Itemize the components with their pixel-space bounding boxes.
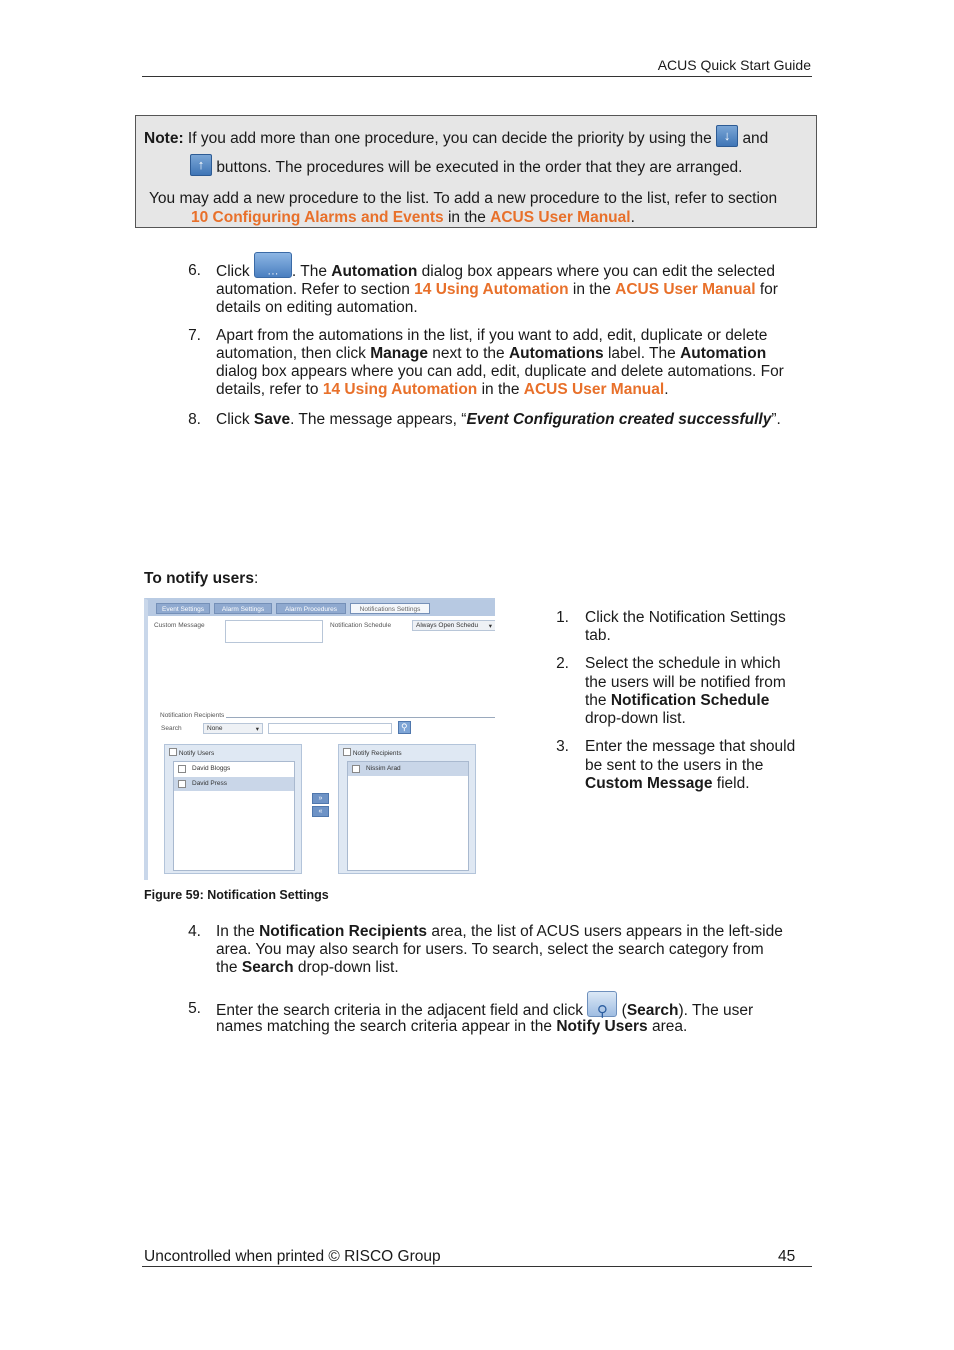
custom-message-field[interactable]: [225, 620, 323, 643]
side-step-2-line-3: the Notification Schedule: [585, 692, 770, 709]
step-4-line-1: In the Notification Recipients area, the list of ACUS users appears in the left-side: [216, 923, 783, 940]
tab-bar: [148, 600, 495, 616]
step-7-line-1: Apart from the automations in the list, if you want to add, edit, duplicate or delete: [216, 327, 768, 344]
side-step-3-line-2: be sent to the users in the: [585, 757, 764, 774]
step-6-line-3: details on editing automation.: [216, 299, 418, 316]
step-4-line-2: area. You may also search for users. To search, select the search category from: [216, 941, 764, 958]
note-label: Note:: [144, 130, 184, 147]
user-checkbox[interactable]: [178, 780, 186, 788]
notification-recipients-label: Notification Recipients: [160, 712, 225, 719]
tab-notification-settings[interactable]: Notifications Settings: [350, 603, 430, 614]
figure-caption: Figure 59: Notification Settings: [144, 888, 329, 902]
notify-users-panel: [164, 744, 302, 874]
note-line-4: 10 Configuring Alarms and Events in the ACUS User Manual.: [191, 209, 635, 226]
list-item[interactable]: Nissim Arad: [348, 762, 468, 776]
note-line-2: ↑ buttons. The procedures will be executed in the order that they are arranged.: [190, 154, 743, 177]
notify-users-header: Notify Users: [169, 748, 214, 757]
side-step-3-line-1: Enter the message that should: [585, 738, 796, 755]
step-number: 2.: [556, 655, 569, 672]
step-number: 1.: [556, 609, 569, 626]
chevron-down-icon: ▾: [488, 623, 492, 630]
move-up-icon: ↑: [190, 154, 212, 176]
step-number: 7.: [188, 327, 201, 344]
link-configuring-alarms[interactable]: 10 Configuring Alarms and Events: [191, 209, 444, 226]
list-item[interactable]: David Press: [174, 777, 294, 791]
search-category-dropdown[interactable]: None ▾: [203, 723, 263, 734]
step-4-line-3: the Search drop-down list.: [216, 959, 399, 976]
header-rule: [142, 76, 812, 77]
list-item[interactable]: David Bloggs: [174, 762, 294, 776]
step-8-line-1: Click Save. The message appears, “Event Configuration created successfully”.: [216, 411, 781, 428]
link-user-manual[interactable]: ACUS User Manual: [490, 209, 631, 226]
step-number: 5.: [188, 1000, 201, 1017]
ellipsis-icon: ···: [254, 252, 292, 278]
notify-users-list: [173, 761, 295, 871]
note-line-1: Note: If you add more than one procedure, you can decide the priority by using the ↓ and: [144, 125, 768, 148]
note-box: [135, 115, 817, 228]
move-left-button[interactable]: «: [312, 806, 329, 817]
step-number: 4.: [188, 923, 201, 940]
step-number: 6.: [188, 262, 201, 279]
side-step-2-line-4: drop-down list.: [585, 710, 686, 727]
side-step-2-line-2: the users will be notified from: [585, 674, 786, 691]
chevron-down-icon: ▾: [255, 726, 259, 733]
step-7-line-3: dialog box appears where you can add, edit, duplicate and delete automations. For: [216, 363, 784, 380]
select-all-checkbox[interactable]: [343, 748, 351, 756]
section-heading: To notify users:: [144, 570, 259, 587]
step-number: 8.: [188, 411, 201, 428]
step-7-line-2: automation, then click Manage next to the Automations label. The Automation: [216, 345, 767, 362]
step-7-line-4: details, refer to 14 Using Automation in the ACUS User Manual.: [216, 381, 669, 398]
notify-recipients-panel: [338, 744, 476, 874]
user-checkbox[interactable]: [178, 765, 186, 773]
step-5-line-1: Enter the search criteria in the adjacent field and click ⚲ (Search). The user: [216, 991, 753, 1028]
tab-event-settings[interactable]: Event Settings: [156, 603, 210, 614]
custom-message-label: Custom Message: [154, 622, 205, 629]
move-right-button[interactable]: »: [312, 793, 329, 804]
running-header: ACUS Quick Start Guide: [657, 57, 811, 73]
link-using-automation[interactable]: 14 Using Automation: [414, 281, 569, 298]
tab-alarm-procedures[interactable]: Alarm Procedures: [276, 603, 346, 614]
notification-schedule-dropdown[interactable]: Always Open Schedu ▾: [412, 620, 495, 631]
search-label: Search: [161, 725, 182, 732]
side-step-1-line-2: tab.: [585, 627, 611, 644]
select-all-checkbox[interactable]: [169, 748, 177, 756]
side-step-3-line-3: Custom Message field.: [585, 775, 750, 792]
move-down-icon: ↓: [716, 125, 738, 147]
note-line-3: You may add a new procedure to the list. To add a new procedure to the list, refer to section: [149, 190, 778, 207]
footer-rule: [142, 1266, 812, 1267]
notification-settings-figure: [144, 598, 495, 880]
tab-alarm-settings[interactable]: Alarm Settings: [214, 603, 272, 614]
magnifier-icon: ⚲: [587, 991, 617, 1017]
notify-recipients-list: [347, 761, 469, 871]
page-number: 45: [778, 1248, 796, 1265]
link-using-automation[interactable]: 14 Using Automation: [322, 381, 478, 398]
step-6-line-2: automation. Refer to section 14 Using Automation in the ACUS User Manual for: [216, 281, 778, 298]
side-step-2-line-1: Select the schedule in which: [585, 655, 781, 672]
magnifier-icon: ⚲: [401, 722, 408, 732]
footer-left: Uncontrolled when printed © RISCO Group: [144, 1248, 441, 1265]
search-input[interactable]: [268, 723, 392, 734]
search-button[interactable]: [398, 721, 411, 734]
user-checkbox[interactable]: [352, 765, 360, 773]
link-user-manual[interactable]: ACUS User Manual: [523, 381, 665, 398]
step-5-line-2: names matching the search criteria appear in the Notify Users area.: [216, 1018, 688, 1035]
step-number: 3.: [556, 738, 569, 755]
side-step-1-line-1: Click the Notification Settings: [585, 609, 786, 626]
notify-recipients-header: Notify Recipients: [343, 748, 402, 757]
step-6-line-1: Click ··· . The Automation dialog box appears where you can edit the selected: [216, 252, 775, 290]
notification-schedule-label: Notification Schedule: [330, 622, 392, 629]
link-user-manual[interactable]: ACUS User Manual: [615, 281, 756, 298]
